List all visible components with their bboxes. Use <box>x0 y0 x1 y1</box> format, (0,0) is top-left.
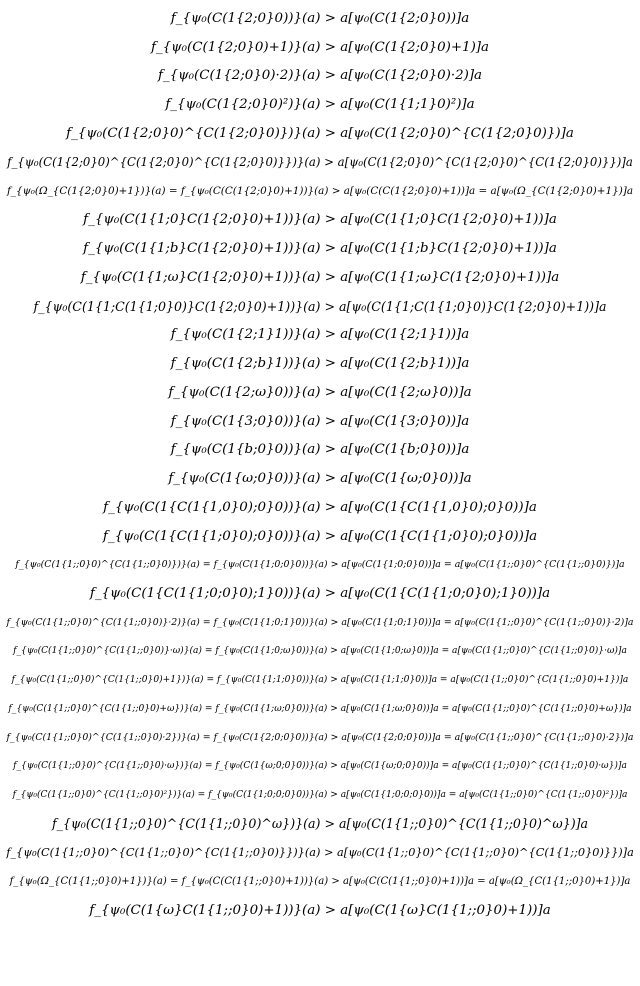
formula-line: f_{ψ₀(C(1{2;0}0)^{C(1{2;0}0)^{C(1{2;0}0)}})}(a) > a[ψ₀(C(1{2;0}0)^{C(1{2;0}0)^{C(1{2;0}0)}})]a <box>7 155 633 170</box>
formula-line: f_{ψ₀(C(1{C(1{1;0}0);0}0))}(a) > a[ψ₀(C(1{C(1{1;0}0);0}0))]a <box>102 528 538 544</box>
formula-line: f_{ψ₀(C(1{2;b}1))}(a) > a[ψ₀(C(1{2;b}1))]a <box>170 356 470 372</box>
formula-line: f_{ψ₀(C(1{2;0}0)+1)}(a) > a[ψ₀(C(1{2;0}0)+1)]a <box>150 39 490 55</box>
formula-line: f_{ψ₀(C(1{C(1{1,0}0);0}0))}(a) > a[ψ₀(C(1{C(1{1,0}0);0}0))]a <box>103 499 537 515</box>
formula-line: f_{ψ₀(C(1{b;0}0))}(a) > a[ψ₀(C(1{b;0}0))]a <box>170 442 470 458</box>
formula-line: f_{ψ₀(C(1{2;0}0)²)}(a) > a[ψ₀(C(1{1;1}0)²)]a <box>165 97 475 113</box>
formula-line: f_{ψ₀(C(1{ω;0}0))}(a) > a[ψ₀(C(1{ω;0}0))]a <box>168 471 472 487</box>
formula-line: f_{ψ₀(C(1{1;;0}0)^{C(1{1;;0}0)})}(a) = f_{ψ₀(C(1{1;0;0}0))}(a) > a[ψ₀(C(1{1;0;0}0))]a = a[ψ₀(C(1{1;;0}0)^{C(1{1;;0}0)})]a <box>15 559 625 571</box>
formula-line: f_{ψ₀(C(1{ω}C(1{1;;0}0)+1))}(a) > a[ψ₀(C(1{ω}C(1{1;;0}0)+1))]a <box>89 902 551 918</box>
formula-line: f_{ψ₀(C(1{2;0}0))}(a) > a[ψ₀(C(1{2;0}0))]a <box>170 10 470 26</box>
formula-line: f_{ψ₀(C(1{C(1{1;0;0}0);1}0))}(a) > a[ψ₀(C(1{C(1{1;0;0}0);1}0))]a <box>89 586 551 602</box>
formula-line: f_{ψ₀(Ω_{C(1{2;0}0)+1})}(a) = f_{ψ₀(C(C(1{2;0}0)+1))}(a) > a[ψ₀(C(C(1{2;0}0)+1))]a = a[ψ₀(Ω_{C(1{2;0}0)+1})]a <box>6 184 634 197</box>
formula-line: f_{ψ₀(Ω_{C(1{1;;0}0)+1})}(a) = f_{ψ₀(C(C(1{1;;0}0)+1))}(a) > a[ψ₀(C(C(1{1;;0}0)+1))]a = a[ψ₀(Ω_{C(1{1;;0}0)+1})]a <box>9 875 631 887</box>
formula-line: f_{ψ₀(C(1{1;;0}0)^{C(1{1;;0}0)+ω})}(a) = f_{ψ₀(C(1{1;ω;0}0))}(a) > a[ψ₀(C(1{1;ω;0}0))]a = a[ψ₀(C(1{1;;0}0)^{C(1{1;;0}0)+ω})]a <box>8 703 632 714</box>
formula-line: f_{ψ₀(C(1{1;;0}0)^{C(1{1;;0}0)}·ω)}(a) = f_{ψ₀(C(1{1;0;ω}0))}(a) > a[ψ₀(C(1{1;0;ω}0))]a = a[ψ₀(C(1{1;;0}0)^{C(1{1;;0}0)}·ω)]a <box>13 646 627 657</box>
formula-line: f_{ψ₀(C(1{1;;0}0)^{C(1{1;;0}0)}·2)}(a) = f_{ψ₀(C(1{1;0;1}0))}(a) > a[ψ₀(C(1{1;0;1}0))]a = a[ψ₀(C(1{1;;0}0)^{C(1{1;;0}0)}·2)]a <box>6 616 634 628</box>
formula-line: f_{ψ₀(C(1{1;;0}0)^{C(1{1;;0}0)+1})}(a) = f_{ψ₀(C(1{1;1;0}0))}(a) > a[ψ₀(C(1{1;1;0}0))]a = a[ψ₀(C(1{1;;0}0)^{C(1{1;;0}0)+1})]a <box>11 674 629 685</box>
formula-line: f_{ψ₀(C(1{1;0}C(1{2;0}0)+1))}(a) > a[ψ₀(C(1{1;0}C(1{2;0}0)+1))]a <box>83 212 557 228</box>
formula-line: f_{ψ₀(C(1{1;;0}0)^{C(1{1;;0}0)·ω})}(a) = f_{ψ₀(C(1{ω;0;0}0))}(a) > a[ψ₀(C(1{ω;0;0}0))]a = a[ψ₀(C(1{1;;0}0)^{C(1{1;;0}0)·ω})]a <box>13 761 627 772</box>
formula-line: f_{ψ₀(C(1{2;0}0)·2)}(a) > a[ψ₀(C(1{2;0}0)·2)]a <box>157 68 483 84</box>
formula-line: f_{ψ₀(C(1{1;;0}0)^{C(1{1;;0}0)·2})}(a) = f_{ψ₀(C(1{2;0;0}0))}(a) > a[ψ₀(C(1{2;0;0}0))]a = a[ψ₀(C(1{1;;0}0)^{C(1{1;;0}0)·2})]a <box>6 731 634 743</box>
formula-line: f_{ψ₀(C(1{1;ω}C(1{2;0}0)+1))}(a) > a[ψ₀(C(1{1;ω}C(1{2;0}0)+1))]a <box>80 269 560 285</box>
formula-line: f_{ψ₀(C(1{1;C(1{1;0}0)}C(1{2;0}0)+1))}(a) > a[ψ₀(C(1{1;C(1{1;0}0)}C(1{2;0}0)+1))]a <box>33 298 607 314</box>
formula-line: f_{ψ₀(C(1{1;;0}0)^{C(1{1;;0}0)^{C(1{1;;0}0)}})}(a) > a[ψ₀(C(1{1;;0}0)^{C(1{1;;0}0)^{C(1{1;;0}0)}})]a <box>6 846 634 860</box>
formula-line: f_{ψ₀(C(1{3;0}0))}(a) > a[ψ₀(C(1{3;0}0))]a <box>170 413 470 429</box>
formula-line: f_{ψ₀(C(1{2;1}1))}(a) > a[ψ₀(C(1{2;1}1))]a <box>170 327 470 343</box>
formula-line: f_{ψ₀(C(1{1;;0}0)^{C(1{1;;0}0)^ω})}(a) > a[ψ₀(C(1{1;;0}0)^{C(1{1;;0}0)^ω})]a <box>51 816 589 832</box>
formula-line: f_{ψ₀(C(1{2;0}0)^{C(1{2;0}0)})}(a) > a[ψ₀(C(1{2;0}0)^{C(1{2;0}0)})]a <box>66 125 574 141</box>
formula-line: f_{ψ₀(C(1{2;ω}0))}(a) > a[ψ₀(C(1{2;ω}0))]a <box>168 384 472 400</box>
formula-line: f_{ψ₀(C(1{1;;0}0)^{C(1{1;;0}0)²})}(a) = f_{ψ₀(C(1{1;0;0;0}0))}(a) > a[ψ₀(C(1{1;0;0;0}0))]a = a[ψ₀(C(1{1;;0}0)^{C(1{1;;0}0)²})]a <box>12 790 628 801</box>
formula-line: f_{ψ₀(C(1{1;b}C(1{2;0}0)+1))}(a) > a[ψ₀(C(1{1;b}C(1{2;0}0)+1))]a <box>83 240 557 256</box>
